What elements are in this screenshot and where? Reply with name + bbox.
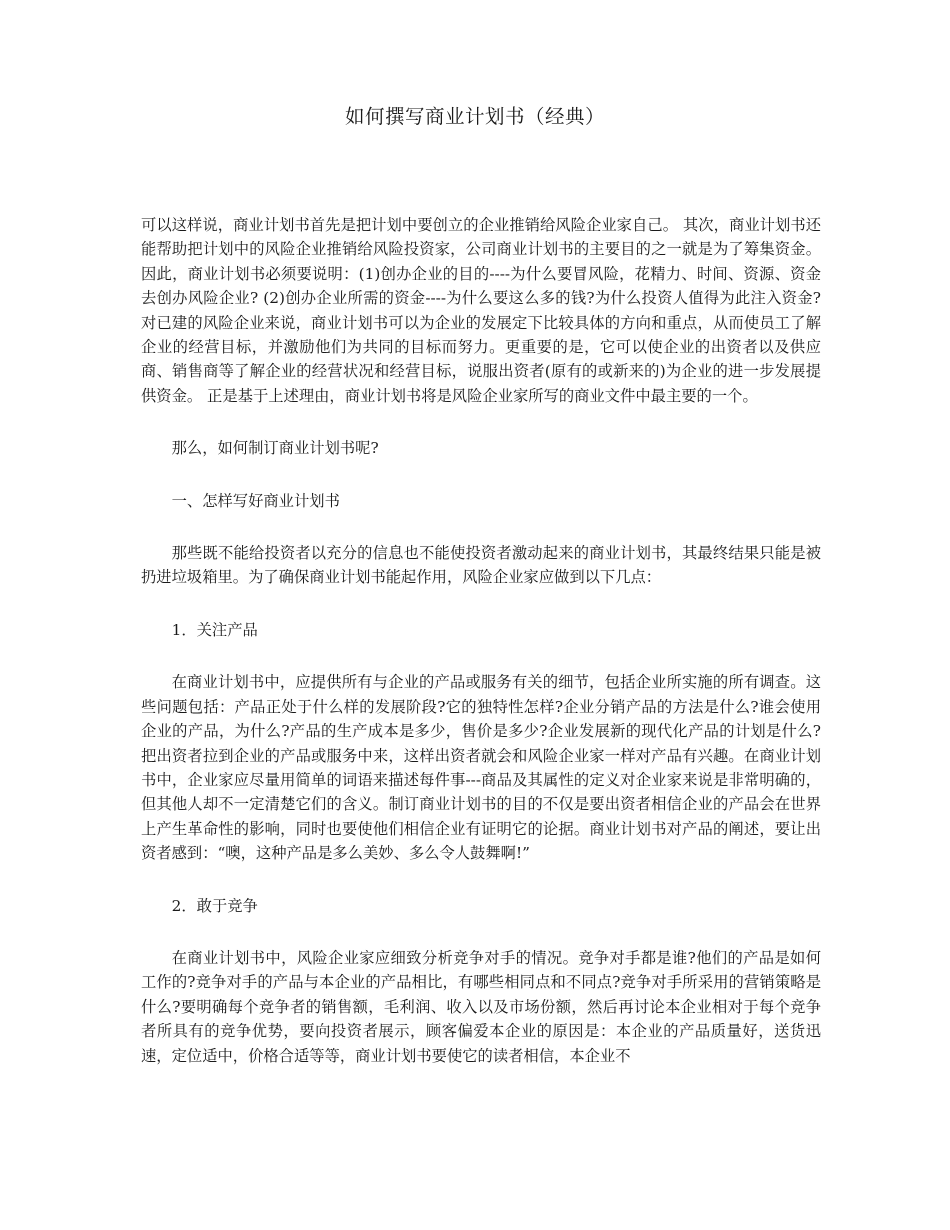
paragraph-question: 那么，如何制订商业计划书呢? xyxy=(171,439,379,458)
subheading-dare-to-compete: 2．敢于竞争 xyxy=(171,896,258,915)
subheading-focus-product: 1．关注产品 xyxy=(171,620,258,639)
paragraph-competition: 在商业计划书中，风险企业家应细致分析竞争对手的情况。竞争对手都是谁?他们的产品是如何工作的?竞争对手的产品与本企业的产品相比，有哪些相同点和不同点?竞争对手所采用的营销策略是什么?要明确每个竞争者的销售额，毛利润、收入以及市场份额，然后再讨论本企业相对于每个竞争者所具有的竞争优势，要向投资者展示，顾客偏爱本企业的原因是：本企业的产品质量好，送货迅速，定位适中，价格合适等等，商业计划书要使它的读者相信，本企业不 xyxy=(141,948,821,1065)
paragraph-intro: 可以这样说，商业计划书首先是把计划中要创立的企业推销给风险企业家自己。 其次，商业计划书还能帮助把计划中的风险企业推销给风险投资家，公司商业计划书的主要目的之一就是为了筹集资金。因此，商业计划书必须要说明：(1)创办企业的目的----为什么要冒风险，花精力、时间、资源、资金去创办风险企业? (2)创办企业所需的资金----为什么要这么多的钱?为什么投资人值得为此注入资金? 对已建的风险企业来说，商业计划书可以为企业的发展定下比较具体的方向和重点，从而使员工了解企业的经营目标，并激励他们为共同的目标而努力。更重要的是，它可以使企业的出资者以及供应商、销售商等了解企业的经营状况和经营目标，说服出资者(原有的或新来的)为企业的进一步发展提供资金。 正是基于上述理由，商业计划书将是风险企业家所写的商业文件中最主要的一个。 xyxy=(141,216,821,405)
section-heading-how-to-write: 一、怎样写好商业计划书 xyxy=(171,491,340,510)
document-body xyxy=(141,213,821,1096)
document-title: 如何撰写商业计划书（经典） xyxy=(344,105,605,128)
paragraph-section-intro: 那些既不能给投资者以充分的信息也不能使投资者激动起来的商业计划书，其最终结果只能是被扔进垃圾箱里。为了确保商业计划书能起作用，风险企业家应做到以下几点： xyxy=(141,544,821,587)
paragraph-product: 在商业计划书中，应提供所有与企业的产品或服务有关的细节，包括企业所实施的所有调查。这些问题包括：产品正处于什么样的发展阶段?它的独特性怎样?企业分销产品的方法是什么?谁会使用企业的产品，为什么?产品的生产成本是多少，售价是多少?企业发展新的现代化产品的计划是什么?把出资者拉到企业的产品或服务中来，这样出资者就会和风险企业家一样对产品有兴趣。在商业计划书中，企业家应尽量用简单的词语来描述每件事---商品及其属性的定义对企业家来说是非常明确的，但其他人却不一定清楚它们的含义。制订商业计划书的目的不仅是要出资者相信企业的产品会在世界上产生革命性的影响，同时也要使他们相信企业有证明它的论据。商业计划书对产品的阐述，要让出资者感到：“噢，这种产品是多么美妙、多么令人鼓舞啊!” xyxy=(141,673,821,863)
